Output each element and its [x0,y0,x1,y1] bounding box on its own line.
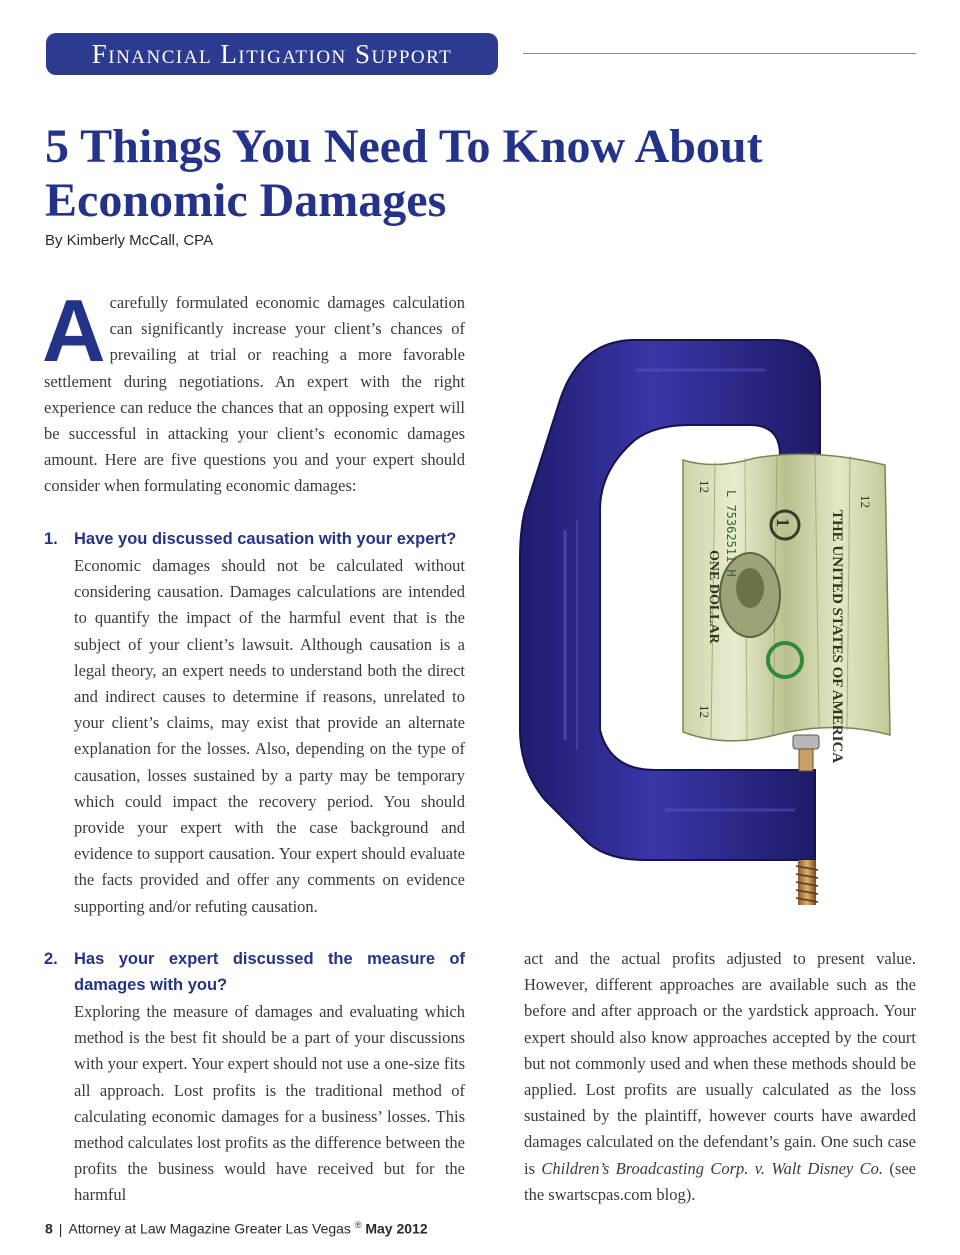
bill-center-value: 1 [773,518,793,527]
question-1-title: Have you discussed causation with your expert? [74,530,457,548]
registered-mark: ® [354,1220,362,1230]
article-byline: By Kimberly McCall, CPA [45,232,214,249]
intro-paragraph [42,281,465,500]
question-2-title-line2: damages with you? [74,976,228,994]
question-1-body: Economic damages should not be calculated without considering causation. Damages calculations are intended to quantify the impact of the harmful event that is the subject of your client’s lawsuit. Although causation is a legal theory, an expert needs to understand both the direct and indirect causes to determine if reasons, unrelated to your client’s claims, may exist that provide an alternate explanation for the losses. Also, depending on the type of causation, losses sustained by a party may be temporary which could impact the recovery period. You should provide your expert with the case background and evidence to support causation. Your expert should evaluate the facts provided and offer any comments on evidence supporting and/or refuting causation. [74,556,465,916]
question-2-heading [44,946,465,1000]
header-divider [523,53,916,54]
question-2-body: Exploring the measure of damages and evaluating which method is the best fit should be a part of your discussions with your expert. Your expert should not use a one-size fits all approach. Lost profits is the traditional method of calculating economic damages for a business’ losses. This method calculates lost profits as the difference between the profits the business would have received but for the harmful [74,1002,465,1205]
magazine-name: Attorney at Law Magazine Greater Las Vegas [68,1220,351,1237]
intro-text: carefully formulated economic damages calculation can significantly increase your client’s chances of prevailing at trial or reaching a more favorable settlement during negotiations. An expert with the right experience can reduce the chances that an opposing expert will be successful in attacking your client’s economic damages amount. Here are five questions you and your expert should consider when formulating economic damages: [44,293,465,496]
article-title: 5 Things You Need To Know About Economic Damages [45,120,763,227]
clamp-dollar-illustration [515,330,905,905]
bill-denomination-text: ONE DOLLAR [706,550,721,644]
case-citation: Children’s Broadcasting Corp. v. Walt Disney Co. [541,1158,884,1178]
page-footer [45,1220,428,1237]
bill-country-text: THE UNITED STATES OF AMERICA [829,510,845,764]
section-badge [46,33,498,75]
continuation-text: act and the actual profits adjusted to present value. However, different approaches are available such as the before and after approach or the yardstick approach. Your expert should also know approaches accepted by the court but not commonly used and when these methods should be applied. Lost profits are usually calculated as the loss sustained by the plaintiff, however courts have awarded damages calculated on the defendant’s gain. One such case is [524,949,916,1178]
footer-separator: | [58,1220,63,1237]
dollar-bill [683,452,890,763]
bill-corner-value-top: 12 [697,480,712,493]
drop-cap: A [42,281,106,380]
question-2-number: 2. [44,950,58,968]
page-number: 8 [45,1220,53,1237]
issue-date: May 2012 [365,1220,428,1237]
question-2-title-line1: Has your expert discussed the measure of [74,950,465,968]
bill-corner-value-bottom: 12 [697,705,712,718]
continuation-tail: (see the swartscpas.com blog). [524,1158,916,1204]
continuation-paragraph [524,946,916,1208]
question-1-number: 1. [44,530,58,548]
bill-corner-value-right: 12 [858,495,873,508]
section-label: Financial Litigation Support [91,39,453,69]
bill-serial-text: L 75362511 H [724,490,738,577]
